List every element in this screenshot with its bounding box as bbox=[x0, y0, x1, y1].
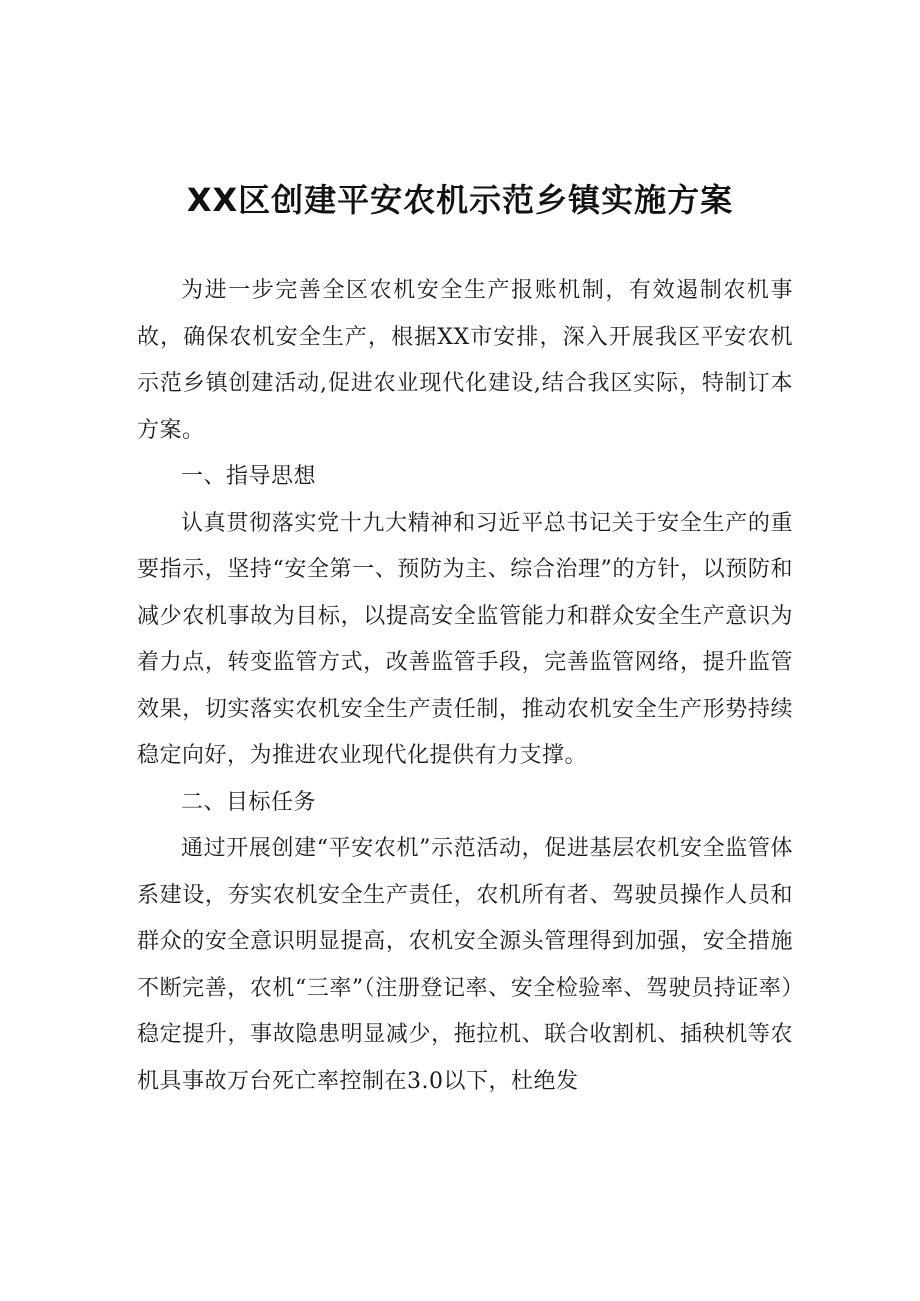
section-heading-guiding-thought: 一、指导思想 bbox=[181, 464, 317, 489]
section-heading-goals: 二、目标任务 bbox=[181, 789, 317, 815]
document-body bbox=[137, 268, 793, 1105]
document-title: XX区创建平安农机示范乡镇实施方案 bbox=[186, 181, 734, 219]
guiding-thought-paragraph: 认真贯彻落实党十九大精神和习近平总书记关于安全生产的重要指示，坚持“安全第一、预防为主、综合治理”的方针，以预防和减少农机事故为目标，以提高安全监管能力和群众安全生产意识为着力点，转变监管方式，改善监管手段，完善监管网络，提升监管效果，切实落实农机安全生产责任制，推动农机安全生产形势持续稳定向好，为推进农业现代化提供有力支撑。 bbox=[137, 510, 793, 768]
goals-paragraph: 通过开展创建“平安农机”示范活动，促进基层农机安全监管体系建设，夯实农机安全生产责任，农机所有者、驾驶员操作人员和群众的安全意识明显提高，农机安全源头管理得到加强，安全措施不断完善，农机“三率”（注册登记率、安全检验率、驾驶员持证率）稳定提升，事故隐患明显减少，拖拉机、联合收割机、插秧机等农机具事故万台死亡率控制在3.0以下，杜绝发 bbox=[137, 836, 793, 1094]
intro-paragraph: 为进一步完善全区农机安全生产报账机制，有效遏制农机事故，确保农机安全生产，根据XX市安排，深入开展我区平安农机示范乡镇创建活动,促进农业现代化建设,结合我区实际，特制订本方案。 bbox=[137, 278, 793, 443]
